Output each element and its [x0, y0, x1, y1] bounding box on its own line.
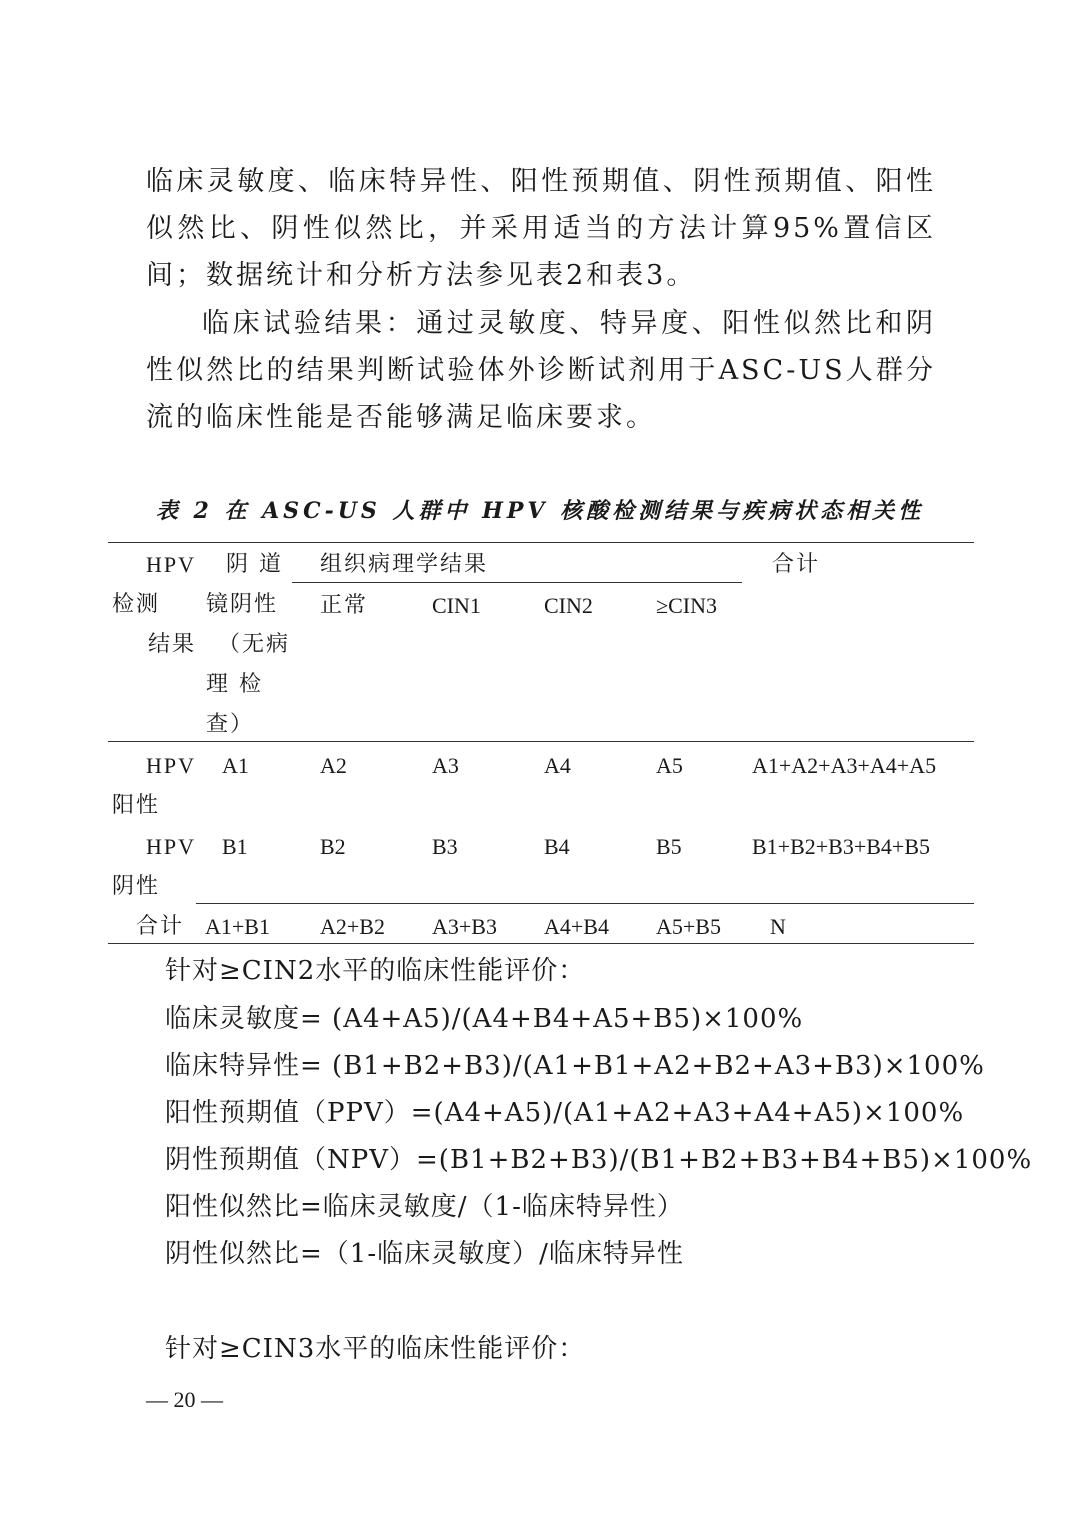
table-cell: A3 — [432, 753, 459, 778]
formula-sensitivity: 临床灵敏度= (A4+A5)/(A4+B4+A5+B5)×100% — [165, 1004, 804, 1034]
formula-negative-lr: 阴性似然比=（1-临床灵敏度）/临床特异性 — [165, 1239, 684, 1269]
total-row-rule — [196, 903, 974, 904]
table-cell: A4 — [544, 753, 571, 778]
table-cell: B5 — [656, 834, 682, 859]
body-paragraph-2: 临床试验结果：通过灵敏度、特异度、阳性似然比和阴性似然比的结果判断试验体外诊断试剂用于ASC-US人群分流的临床性能是否能够满足临床要求。 — [146, 308, 936, 433]
table-caption: 表 2 在 ASC-US 人群中 HPV 核酸检测结果与疾病状态相关性 — [155, 498, 925, 524]
row-label-hpv-positive: HPV 阳性 — [112, 753, 196, 818]
table-cell: A4+B4 — [544, 914, 609, 939]
header-cin2: CIN2 — [544, 593, 593, 618]
table-cell: A5+B5 — [656, 914, 721, 939]
table-cell: A3+B3 — [432, 914, 497, 939]
formula-npv: 阴性预期值（NPV）=(B1+B2+B3)/(B1+B2+B3+B4+B5)×100% — [165, 1145, 1033, 1175]
table-cell: B1+B2+B3+B4+B5 — [752, 834, 930, 859]
header-cin3-plus: ≥CIN3 — [656, 593, 717, 618]
formula-positive-lr: 阳性似然比=临床灵敏度/（1-临床特异性） — [165, 1192, 684, 1222]
table-cell: B3 — [432, 834, 458, 859]
header-normal: 正常 — [320, 593, 369, 618]
row-label-total: 合计 — [136, 914, 185, 939]
table-cell: B1 — [222, 834, 248, 859]
header-colposcopy-negative: 阴 道 镜阴性 （无病 理 检 查） — [206, 552, 291, 737]
table-cell: A2+B2 — [320, 914, 385, 939]
table-cell: A1+A2+A3+A4+A5 — [752, 753, 937, 778]
header-total: 合计 — [772, 552, 821, 577]
table-cell: B4 — [544, 834, 570, 859]
table-cell: A1+B1 — [205, 914, 270, 939]
table-top-rule — [108, 542, 974, 543]
row-label-hpv-negative: HPV 阴性 — [112, 834, 196, 899]
header-histopathology: 组织病理学结果 — [320, 552, 489, 577]
table-cell: A1 — [222, 753, 249, 778]
header-cin1: CIN1 — [432, 593, 481, 618]
page-number: — 20 — — [146, 1387, 223, 1412]
table-cell: A2 — [320, 753, 347, 778]
formula-ppv: 阳性预期值（PPV）=(A4+A5)/(A1+A2+A3+A4+A5)×100% — [165, 1098, 965, 1128]
header-hpv-result: HPV 检测 结果 — [112, 552, 196, 657]
formula-specificity: 临床特异性= (B1+B2+B3)/(A1+B1+A2+B2+A3+B3)×100% — [165, 1051, 985, 1081]
table-cell: N — [770, 914, 786, 939]
table-cell: A5 — [656, 753, 683, 778]
body-paragraph-1: 临床灵敏度、临床特异性、阳性预期值、阴性预期值、阳性似然比、阴性似然比，并采用适当的方法计算95%置信区间；数据统计和分析方法参见表2和表3。 — [146, 166, 936, 291]
table-cell: B2 — [320, 834, 346, 859]
formula-heading-cin2: 针对≥CIN2水平的临床性能评价： — [165, 956, 586, 986]
formula-heading-cin3: 针对≥CIN3水平的临床性能评价： — [165, 1334, 586, 1364]
